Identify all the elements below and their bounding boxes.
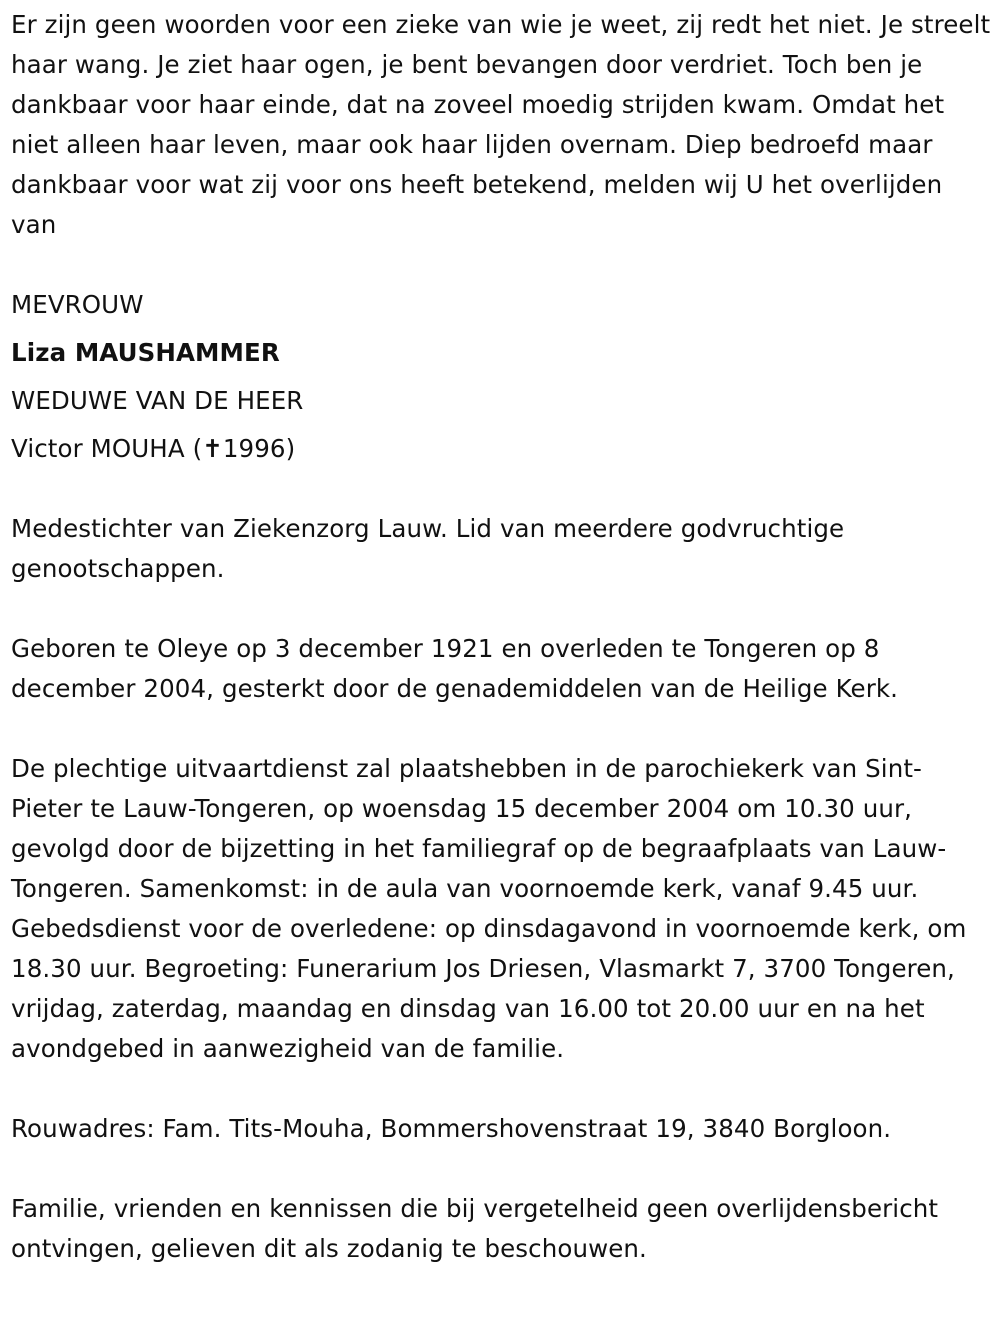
deceased-spouse: Victor MOUHA (✝1996) <box>11 434 296 463</box>
spacer <box>11 1149 991 1189</box>
spacer <box>11 589 991 629</box>
deceased-relation: WEDUWE VAN DE HEER <box>11 386 304 415</box>
spacer <box>11 469 991 509</box>
deceased-block <box>11 281 991 473</box>
spacer <box>11 709 991 749</box>
deceased-title: MEVROUW <box>11 290 144 319</box>
birth-death-paragraph: Geboren te Oleye op 3 december 1921 en overleden te Tongeren op 8 december 2004, gesterkt door de genademiddelen van de Heilige Kerk. <box>11 634 899 703</box>
closing-paragraph: Familie, vrienden en kennissen die bij vergetelheid geen overlijdensbericht ontvingen, gelieven dit als zodanig te beschouwen. <box>11 1194 939 1263</box>
funeral-paragraph: De plechtige uitvaartdienst zal plaatshebben in de parochiekerk van Sint-Pieter te Lauw-Tongeren, op woensdag 15 december 2004 om 10.30 uur, gevolgd door de bijzetting in het familiegraf op de begraafplaats van Lauw-Tongeren. Samenkomst: in de aula van voornoemde kerk, vanaf 9.45 uur. Gebedsdienst voor de overledene: op dinsdagavond in voornoemde kerk, om 18.30 uur. Begroeting: Funerarium Jos Driesen, Vlasmarkt 7, 3700 Tongeren, vrijdag, zaterdag, maandag en dinsdag van 16.00 tot 20.00 uur en na het avondgebed in aanwezigheid van de familie. <box>11 754 967 1063</box>
deceased-name: Liza MAUSHAMMER <box>11 338 280 367</box>
spacer <box>11 245 991 285</box>
bio-paragraph: Medestichter van Ziekenzorg Lauw. Lid van meerdere godvruchtige genootschappen. <box>11 514 845 583</box>
obituary-text <box>11 5 991 1269</box>
address-paragraph: Rouwadres: Fam. Tits-Mouha, Bommershovenstraat 19, 3840 Borgloon. <box>11 1114 892 1143</box>
spacer <box>11 1069 991 1109</box>
intro-paragraph: Er zijn geen woorden voor een zieke van wie je weet, zij redt het niet. Je streelt haar wang. Je ziet haar ogen, je bent bevangen door verdriet. Toch ben je dankbaar voor haar einde, dat na zoveel moedig strijden kwam. Omdat het niet alleen haar leven, maar ook haar lijden overnam. Diep bedroefd maar dankbaar voor wat zij voor ons heeft betekend, melden wij U het overlijden van <box>11 10 991 239</box>
